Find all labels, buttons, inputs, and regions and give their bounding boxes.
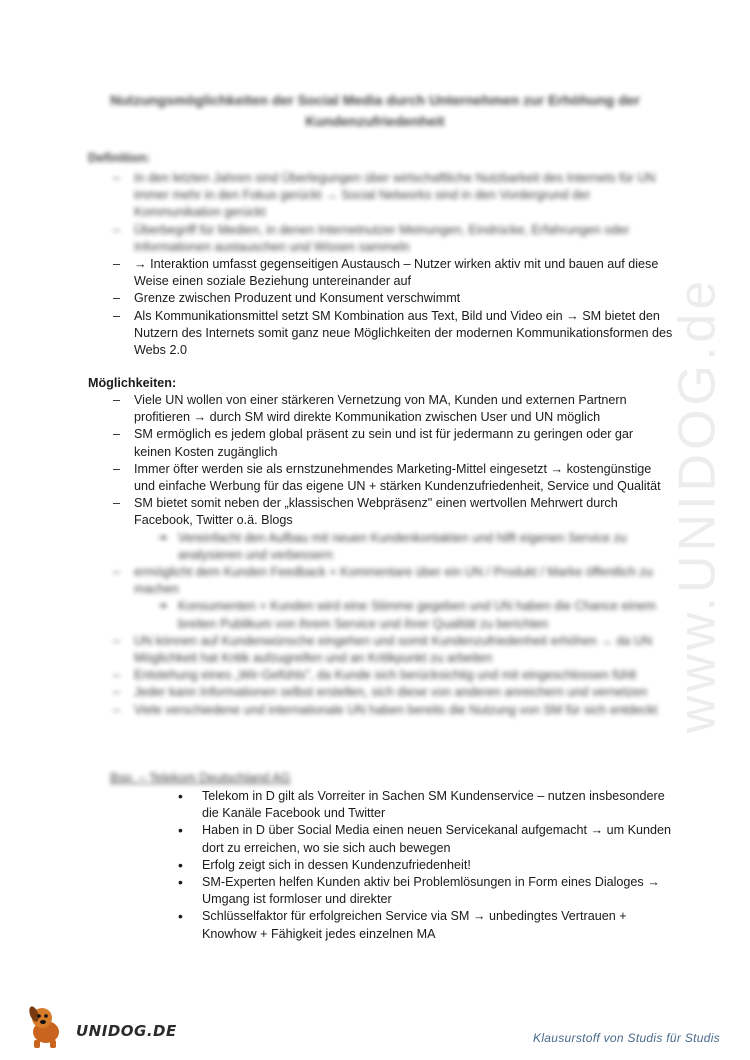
example-item: • Schlüsselfaktor für erfolgreichen Service via SM → unbedingtes Vertrauen + Knowhow + Fähigkeit jedes einzelnen MA (178, 908, 678, 942)
example-item: • SM-Experten helfen Kunden aktiv bei Problemlösungen in Form eines Dialoges → Umgang ist formloser und direkter (178, 874, 678, 908)
example-item: • Erfolg zeigt sich in dessen Kundenzufriedenheit! (178, 857, 678, 874)
moeglichkeiten-item: – Viele UN wollen von einer stärkeren Vernetzung von MA, Kunden und externen Partnern profitieren → durch SM wird direkte Kommunikation zwischen User und UN möglich (113, 392, 673, 426)
definition-item: – Überbegriff für Medien, in denen Internetnutzer Meinungen, Eindrücke, Erfahrungen oder Informationen austauschen und Wissen sammeln (113, 222, 673, 256)
moeglichkeiten-item: – Immer öfter werden sie als ernstzunehmendes Marketing-Mittel eingesetzt → kostengünstige und einfache Werbung für das eigene UN + stärken Kundenzufriedenheit, Service und Qualität (113, 461, 673, 495)
definition-item: – → Interaktion umfasst gegenseitigen Austausch – Nutzer wirken aktiv mit und bauen auf diese Weise einen soziale Beziehung untereinander auf (113, 256, 673, 290)
document-title: Nutzungsmöglichkeiten der Social Media durch Unternehmen zur Erhöhung der Kundenzufriedenheit (110, 92, 640, 129)
example-item: • Telekom in D gilt als Vorreiter in Sachen SM Kundenservice – nutzen insbesondere die Kanäle Facebook und Twitter (178, 788, 678, 822)
moeglichkeiten-item: – Entstehung eines „Wir-Gefühls", da Kunde sich berücksichtig und mit eingeschlossen fühlt (113, 667, 673, 684)
moeglichkeiten-item: – Jeder kann Informationen selbst erstellen, sich diese von anderen anreichern und vernetzen (113, 684, 673, 701)
definition-label: Definition: (88, 151, 151, 165)
moeglichkeiten-item (113, 495, 673, 564)
example-list (178, 788, 678, 943)
watermark: www.UNIDOG.de (668, 276, 727, 734)
moeglichkeiten-item-text: ermöglicht dem Kunden Feedback + Kommentare über ein UN / Produkt / Marke öffentlich zu machen (134, 565, 653, 597)
moeglichkeiten-sublist (134, 530, 673, 564)
dog-icon (22, 1000, 78, 1050)
definition-item: – In den letzten Jahren sind Überlegungen über wirtschaftliche Nutzbarkeit des Internets für UN immer mehr in den Fokus gerückt → Social Networks sind in den Vordergrund der Kommunikation gerückt (113, 170, 673, 222)
moeglichkeiten-sublist (134, 598, 673, 632)
unidog-logo (22, 1000, 177, 1050)
moeglichkeiten-list (113, 392, 673, 719)
moeglichkeiten-item (113, 564, 673, 633)
moeglichkeiten-subitem: ➔ Konsumenten + Kunden wird eine Stimme gegeben und UN haben die Chance einem breiten Publikum von ihrem Service und ihrer Qualität zu berichten (158, 598, 673, 632)
moeglichkeiten-item: – UN können auf Kundenwünsche eingehen und somit Kundenzufriedenheit erhöhen → da UN Möglichkeit hat Kritik aufzugreifen und an Kritikpunkt zu arbeiten (113, 633, 673, 667)
example-label: Bsp. – Telekom Deutschland AG (110, 771, 291, 785)
definition-item: – Grenze zwischen Produzent und Konsument verschwimmt (113, 290, 673, 307)
moeglichkeiten-item: – Viele verschiedene und internationale UN haben bereits die Nutzung von SM für sich entdeckt (113, 702, 673, 719)
definition-list (113, 170, 673, 359)
logo-text: UNIDOG.DE (76, 1022, 177, 1040)
example-item: • Haben in D über Social Media einen neuen Servicekanal aufgemacht → um Kunden dort zu erreichen, wo sie sich auch bewegen (178, 822, 678, 856)
moeglichkeiten-subitem: ➔ Vereinfacht den Aufbau mit neuen Kundenkontakten und hilft eigenen Service zu analysieren und verbessern (158, 530, 673, 564)
moeglichkeiten-item-text: SM bietet somit neben der „klassischen Webpräsenz" einen wertvollen Mehrwert durch Facebook, Twitter o.ä. Blogs (134, 496, 618, 528)
footer-tagline: Klausurstoff von Studis für Studis (533, 1031, 720, 1045)
definition-item: – Als Kommunikationsmittel setzt SM Kombination aus Text, Bild und Video ein → SM bietet den Nutzern des Internets somit ganz neue Möglichkeiten der modernen Kommunikationsformen des Webs 2.0 (113, 308, 673, 360)
moeglichkeiten-label: Möglichkeiten: (88, 376, 177, 390)
moeglichkeiten-item: – SM ermöglich es jedem global präsent zu sein und ist für jedermann zu geringen oder gar keinen Kosten zugänglich (113, 426, 673, 460)
